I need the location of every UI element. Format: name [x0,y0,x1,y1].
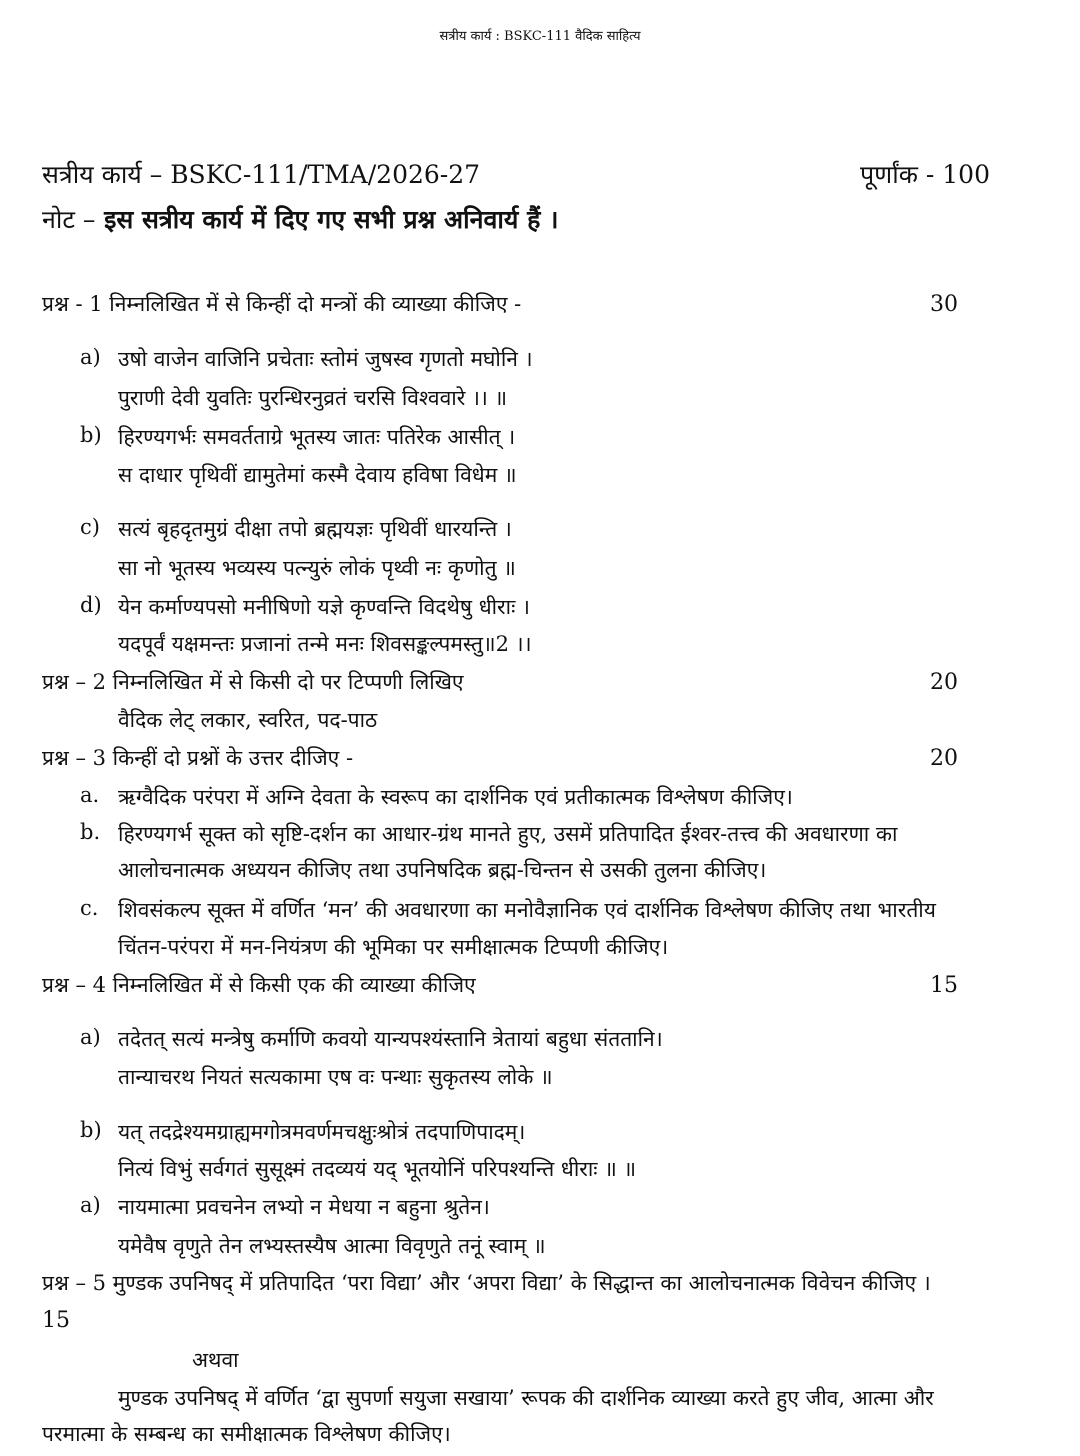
q1-item-line: स दाधार पृथिवीं द्यामुतेमां कस्मै देवाय हविषा विधेम ॥ [118,463,517,487]
q5-alt-line: परमात्मा के सम्बन्ध का समीक्षात्मक विश्लेषण कीजिए। [42,1422,451,1446]
q1-item-line: येन कर्माण्यपसो मनीषिणो यज्ञे कृण्वन्ति विदथेषु धीराः । [118,595,530,619]
q2-text: प्रश्न – 2 निम्नलिखित में से किसी दो पर टिप्पणी लिखिए [42,670,464,694]
q4-item-line: नित्यं विभुं सर्वगतं सुसूक्ष्मं तदव्ययं यद् भूतयोनिं परिपश्यन्ति धीराः ॥ ॥ [118,1157,637,1181]
q4-item-line: नायमात्मा प्रवचनेन लभ्यो न मेधया न बहुना श्रुतेन। [118,1195,490,1219]
q1-item-line: पुराणी देवी युवतिः पुरन्धिरनुव्रतं चरसि विश्ववारे ।। ॥ [118,386,508,410]
q3-text: प्रश्न – 3 किन्हीं दो प्रश्नों के उत्तर दीजिए - [42,746,354,770]
page-title: सत्रीय कार्य : BSKC-111 वैदिक साहित्य [439,29,641,44]
q4-marks: 15 [930,973,958,998]
q2-marks: 20 [930,670,958,695]
q4-item-line: तान्याचरथ नियतं सत्यकामा एष वः पन्थाः सुकृतस्य लोके ॥ [118,1065,553,1089]
q3-item-line: चिंतन-परंपरा में मन-नियंत्रण की भूमिका पर समीक्षात्मक टिप्पणी कीजिए। [118,935,669,959]
q4-item-line: तदेतत् सत्यं मन्त्रेषु कर्माणि कवयो यान्यपश्यंस्तानि त्रेतायां बहुधा संततानि। [118,1027,663,1051]
q3-item-label: b. [80,820,101,844]
q1-item-label: a) [80,345,101,369]
q4-item-label: a) [80,1025,101,1049]
q1-marks: 30 [930,292,958,317]
q3-item-label: c. [80,896,99,920]
assignment-code: सत्रीय कार्य – BSKC-111/TMA/2026-27 [42,160,481,189]
q5-text: प्रश्न – 5 मुण्डक उपनिषद् में प्रतिपादित ‘परा विद्या’ और ‘अपरा विद्या’ के सिद्धान्त का आलोचनात्मक विवेचन कीजिए । [42,1271,931,1295]
max-marks: पूर्णांक - 100 [859,160,990,189]
q1-text: प्रश्न - 1 निम्नलिखित में से किन्हीं दो मन्त्रों की व्याख्या कीजिए - [42,292,522,316]
q1-item-label: c) [80,515,100,539]
q1-item-line: सा नो भूतस्य भव्यस्य पत्न्युरुं लोकं पृथ्वी नः कृणोतु ॥ [118,556,516,580]
note-label: नोट – [42,205,96,234]
q5-or: अथवा [192,1348,239,1372]
q4-item-label: a) [80,1193,101,1217]
q1-item-line: हिरण्यगर्भः समवर्तताग्रे भूतस्य जातः पतिरेक आसीत् । [118,425,516,449]
q1-item-label: b) [80,423,102,447]
q5-alt-line: मुण्डक उपनिषद् में वर्णित ‘द्वा सुपर्णा सयुजा सखाया’ रूपक की दार्शनिक व्याख्या करते हुए जीव, आत्मा और [118,1386,934,1410]
q4-item-label: b) [80,1118,102,1142]
q2-topics: वैदिक लेट् लकार, स्वरित, पद-पाठ [118,708,378,732]
q1-item-label: d) [80,593,102,617]
q3-item-line: हिरण्यगर्भ सूक्त को सृष्टि-दर्शन का आधार-ग्रंथ मानते हुए, उसमें प्रतिपादित ईश्वर-तत्त्व की अवधारणा का [118,822,898,846]
q4-item-line: यमेवैष वृणुते तेन लभ्यस्तस्यैष आत्मा विवृणुते तनूं स्वाम् ॥ [118,1234,546,1258]
q3-item-line: ऋग्वैदिक परंपरा में अग्नि देवता के स्वरूप का दार्शनिक एवं प्रतीकात्मक विश्लेषण कीजिए। [118,785,793,809]
q3-item-line: आलोचनात्मक अध्ययन कीजिए तथा उपनिषदिक ब्रह्म-चिन्तन से उसकी तुलना कीजिए। [118,858,767,882]
q5-marks: 15 [42,1308,70,1333]
q4-item-line: यत् तदद्रेश्यमग्राह्यमगोत्रमवर्णमचक्षुःश्रोत्रं तदपाणिपादम्। [118,1120,526,1144]
q1-item-line: उषो वाजेन वाजिनि प्रचेताः स्तोमं जुषस्व गृणतो मघोनि । [118,347,533,371]
note-text: इस सत्रीय कार्य में दिए गए सभी प्रश्न अनिवार्य हैं । [95,205,559,234]
q1-item-line: सत्यं बृहदृतमुग्रं दीक्षा तपो ब्रह्मयज्ञः पृथिवीं धारयन्ति । [118,517,512,541]
q3-marks: 20 [930,746,958,771]
q3-item-label: a. [80,783,100,807]
q4-text: प्रश्न – 4 निम्नलिखित में से किसी एक की व्याख्या कीजिए [42,973,476,997]
q1-item-line: यदपूर्वं यक्षमन्तः प्रजानां तन्मे मनः शिवसङ्कल्पमस्तु॥2 ।। [118,632,532,656]
note [42,202,559,236]
q3-item-line: शिवसंकल्प सूक्त में वर्णित ‘मन’ की अवधारणा का मनोवैज्ञानिक एवं दार्शनिक विश्लेषण कीजिए तथा भारतीय [118,898,936,922]
